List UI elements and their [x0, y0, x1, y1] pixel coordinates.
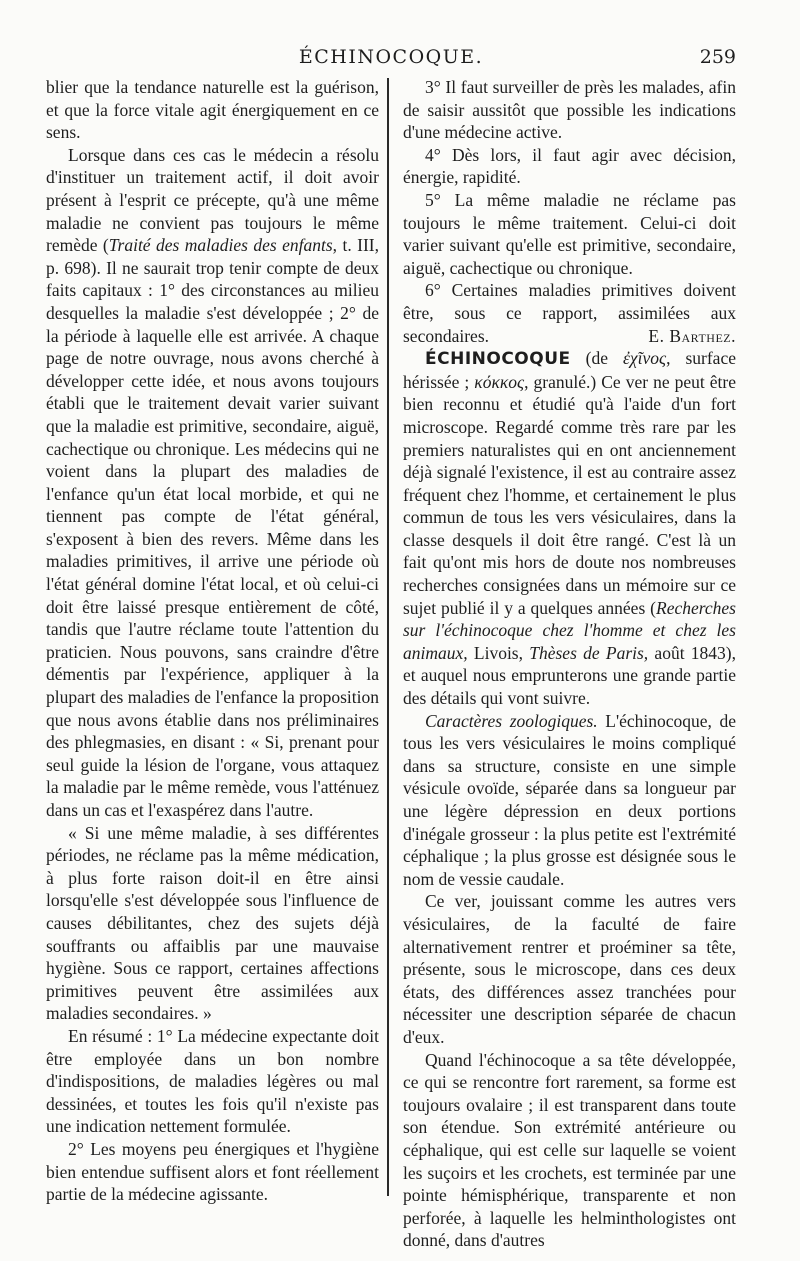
paragraph: En résumé : 1° La médecine expectante doit être employée dans un bon nombre d'indispositions, de maladies légères ou mal dessinées, et toutes les fois qu'il n'existe pas une indication nettement formulée.	[46, 1025, 379, 1137]
entry-paragraph	[403, 347, 736, 710]
text-run: Lorsque dans ces cas le médecin a résolu d'instituer un traitement actif, il doit avoir présent à l'esprit ce précepte, qu'à une même maladie ne convient pas toujours le même remède (	[46, 144, 379, 256]
citation: Thèses de Paris,	[529, 642, 649, 663]
text-columns	[46, 76, 736, 1251]
paragraph: Ce ver, jouissant comme les autres vers vésiculaires, de la faculté de faire alternativement rentrer et proéminer sa tête, présente, sous le microscope, dans ces deux états, des différences assez tranchées pour nécessiter une description séparée de chacun d'eux.	[403, 891, 736, 1047]
text-run: L'échinocoque, de tous les vers vésiculaires le moins compliqué dans sa structure, consiste en une simple vésicule ovoïde, séparée dans sa longueur par une légère dépression en deux portions d'inégale grosseur : la plus petite est l'extrémité céphalique ; la plus grosse est désignée sous le nom de vessie caudale.	[403, 710, 736, 889]
running-header	[46, 46, 736, 74]
text-run: , surface hérissée ;	[403, 348, 736, 392]
left-column	[46, 76, 379, 1206]
citation: Recherches sur l'échinocoque chez l'homme et chez les animaux,	[403, 597, 736, 663]
paragraph: 4° Dès lors, il faut agir avec décision, énergie, rapidité.	[403, 144, 736, 188]
paragraph: « Si une même maladie, à ses différentes périodes, ne réclame pas la même médication, à plus forte raison doit-il en être ainsi lorsqu'elle s'est développée sous l'influence de causes débilitantes, chez des sujets déjà souffrants ou affaiblis par une mauvaise hygiène. Sous ce rapport, certaines affections primitives peuvent être assimilées aux maladies secondaires. »	[46, 822, 379, 1024]
greek-word: ἐχῖνος	[623, 348, 667, 369]
paragraph: blier que la tendance naturelle est la guérison, et que la force vitale agit énergiquement en ce sens.	[46, 77, 379, 143]
column-divider	[387, 78, 389, 1196]
section-heading: Caractères zoologiques.	[425, 710, 598, 731]
paragraph: 2° Les moyens peu énergiques et l'hygiène bien entendue suffisent alors et font réellement partie de la médecine agissante.	[46, 1138, 379, 1205]
paragraph	[403, 710, 736, 891]
paragraph: Quand l'échinocoque a sa tête développée, ce qui se rencontre fort rarement, sa forme est toujours ovalaire ; il est transparent dans toute son étendue. Son extrémité antérieure ou céphalique, qui est celle sur laquelle se voient les suçoirs et les crochets, est terminée par une pointe hémisphérique, transparente et non perforée, à laquelle les helminthologistes ont donné, dans d'autres	[403, 1049, 736, 1251]
text-run: 6° Certaines maladies primitives doivent être, sous ce rapport, assimilées aux secondaires.	[403, 280, 736, 346]
paragraph: 3° Il faut surveiller de près les malades, afin de saisir aussitôt que possible les indications d'une médecine active.	[403, 77, 736, 143]
right-column	[403, 76, 736, 1252]
text-run: (de	[570, 348, 623, 369]
paragraph: 5° La même maladie ne réclame pas toujours le même traitement. Celui-ci doit varier suivant qu'elle est primitive, secondaire, aiguë, cachectique ou chronique.	[403, 189, 736, 278]
text-run: , granulé.) Ce ver ne peut être bien reconnu et étudié qu'à l'aide d'un fort microscope. Regardé comme très rare par les premiers naturalistes qui en ont anciennement déjà signalé l'existence, il est au contraire assez fréquent chez l'homme, et certainement le plus commun de tous les vers vésiculaires, dans la classe desquels il doit être rangé. C'est là un fait qu'ont mis hors de doute nos nombreuses recherches consignées dans un mémoire sur ce sujet publié il y a quelques années (	[403, 371, 736, 618]
text-run: Livois,	[467, 642, 530, 663]
page-number: 259	[699, 46, 736, 68]
running-title: ÉCHINOCOQUE.	[298, 46, 484, 68]
greek-word: κόκκος	[474, 371, 525, 392]
paragraph	[403, 279, 736, 347]
paragraph	[46, 144, 379, 822]
text-run: , t. III, p. 698). Il ne saurait trop tenir compte de deux faits capitaux : 1° des circonstances au milieu desquelles la maladie s'est développée ; 2° de la période à laquelle elle est arrivée. A chaque page de notre ouvrage, nous avons cherché à développer cette idée, et nous avons toujours établi que le traitement devait varier suivant que la maladie est primitive, secondaire, aiguë, cachectique ou chronique. Les médecins qui ne voient dans la plupart des maladies de l'enfance qu'un état local morbide, et qui ne tiennent pas compte de l'état général, s'exposent à bien des revers. Même dans les maladies primitives, il arrive une période où l'état général domine l'état local, et où celui-ci doit être laissé presque entièrement de côté, tandis que l'autre réclame toute l'attention du praticien. Nous pouvons, sans craindre d'être démentis par l'expérience, appliquer à la plupart des maladies de l'enfance la proposition que nous avons établie dans nos préliminaires des phlegmasies, en disant : « Si, prenant pour seul guide la lésion de l'organe, vous attaquez la maladie par le même remède, vous l'atténuez dans un cas et l'exaspérez dans l'autre.	[46, 235, 379, 820]
text-run: août 1843), et auquel nous emprunterons une grande partie des détails qui vont suivre.	[403, 642, 736, 709]
entry-title: ÉCHINOCOQUE	[425, 349, 571, 370]
author-signature: E. Barthez.	[648, 325, 736, 346]
citation: Traité des maladies des enfants	[108, 235, 333, 256]
